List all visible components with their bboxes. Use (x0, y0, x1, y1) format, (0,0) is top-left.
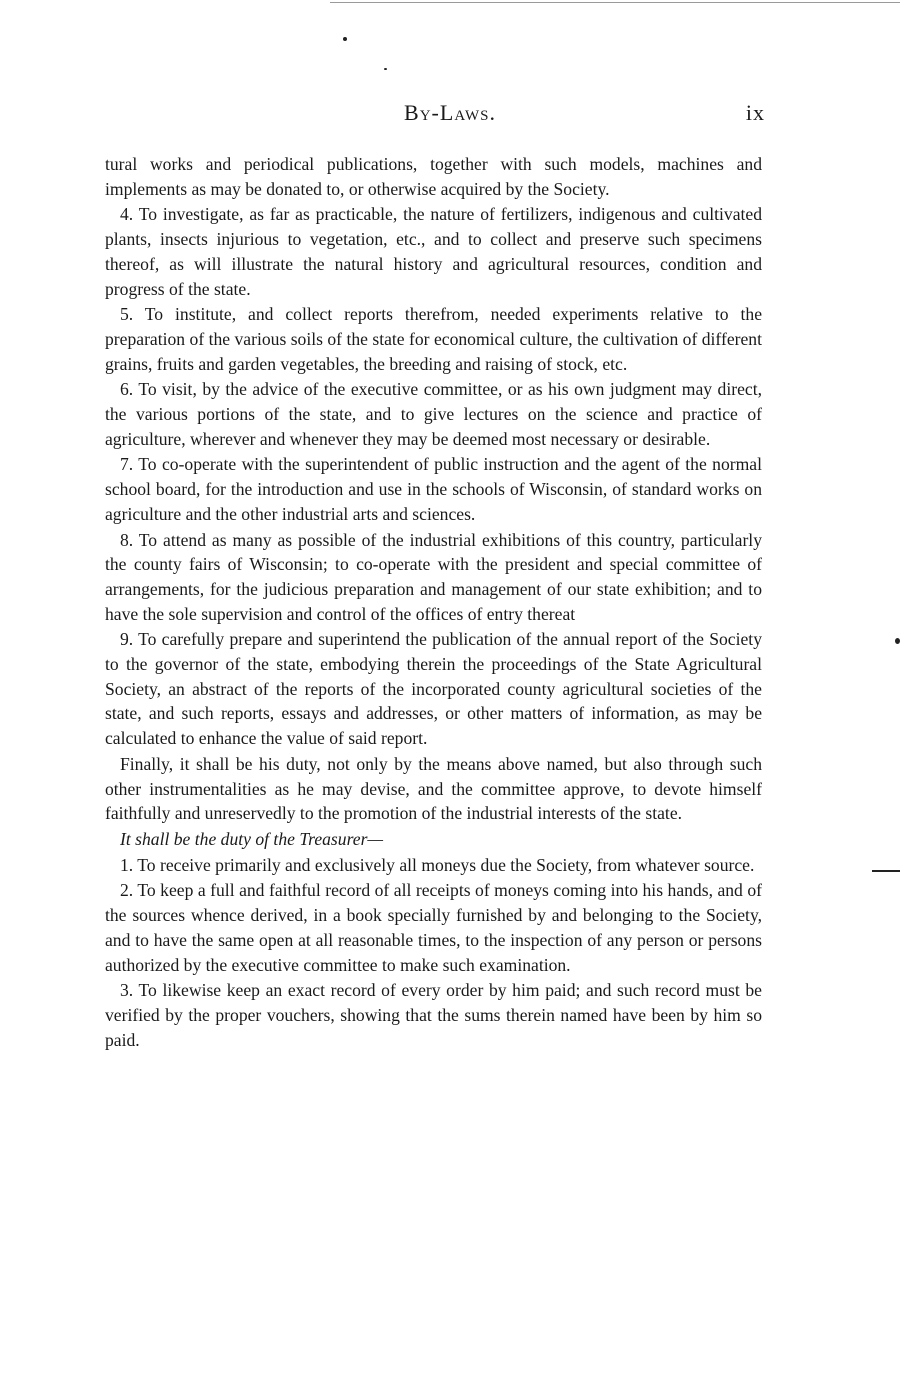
print-speck (384, 68, 387, 70)
margin-mark (872, 870, 900, 872)
running-head-title: By-Laws. (404, 100, 496, 125)
paragraph-item-5: 5. To institute, and collect reports therefrom, needed experiments relative to the preparation of the various soils of the state for economical culture, the cultivation of different grains, fruits and garden vegetables, the breeding and raising of stock, etc. (105, 304, 762, 374)
paragraph-continuation: tural works and periodical publications, together with such models, machines and implements as may be donated to, or otherwise acquired by the Society. (105, 154, 762, 199)
body-text (105, 152, 762, 1052)
page-top-edge-rule (330, 2, 900, 3)
treasurer-item-2: 2. To keep a full and faithful record of all receipts of moneys coming into his hands, and of the sources whence derived, in a book specially furnished by and belonging to the Society, and to have the same open at all reasonable times, to the inspection of any person or persons authorized by the executive committee to make such examination. (105, 880, 762, 975)
page-number: ix (745, 100, 765, 125)
print-speck (895, 638, 900, 644)
paragraph-item-7: 7. To co-operate with the superintendent of public instruction and the agent of the normal school board, for the introduction and use in the schools of Wisconsin, of standard works on agriculture and the other industrial arts and sciences. (105, 454, 762, 524)
paragraph-item-6: 6. To visit, by the advice of the executive committee, or as his own judgment may direct, the various portions of the state, and to give lectures on the science and practice of agriculture, wherever and whenever they may be deemed most necessary or desirable. (105, 379, 762, 449)
treasurer-item-1: 1. To receive primarily and exclusively all moneys due the Society, from whatever source. (120, 854, 755, 875)
treasurer-item-3: 3. To likewise keep an exact record of every order by him paid; and such record must be verified by the proper vouchers, showing that the sums therein named have been by him so paid. (105, 980, 762, 1050)
paragraph-item-8: 8. To attend as many as possible of the industrial exhibitions of this country, particularly the county fairs of Wisconsin; to co-operate with the president and special committee of arrangements, for the judicious preparation and management of our state exhibition; and to have the sole supervision and control of the offices of entry thereat (105, 529, 762, 624)
paragraph-item-9: 9. To carefully prepare and superintend the publication of the annual report of the Society to the governor of the state, embodying therein the proceedings of the State Agricultural Society, an abstract of the reports of the incorporated county agricultural societies of the state, and such reports, essays and addresses, or other matters of information, as may be calculated to enhance the value of said report. (105, 629, 762, 749)
paragraph-finally: Finally, it shall be his duty, not only by the means above named, but also through such other instrumentalities as he may devise, and the committee approve, to devote himself faithfully and unreservedly to the promotion of the industrial interests of the state. (105, 753, 762, 824)
treasurer-heading: It shall be the duty of the Treasurer— (120, 828, 384, 849)
paragraph-item-4: 4. To investigate, as far as practicable, the nature of fertilizers, indigenous and cultivated plants, insects injurious to vegetation, etc., and to collect and preserve such specimens thereof, as will illustrate the natural history and agricultural resources, condition and progress of the state. (105, 204, 762, 299)
print-speck (343, 37, 347, 41)
